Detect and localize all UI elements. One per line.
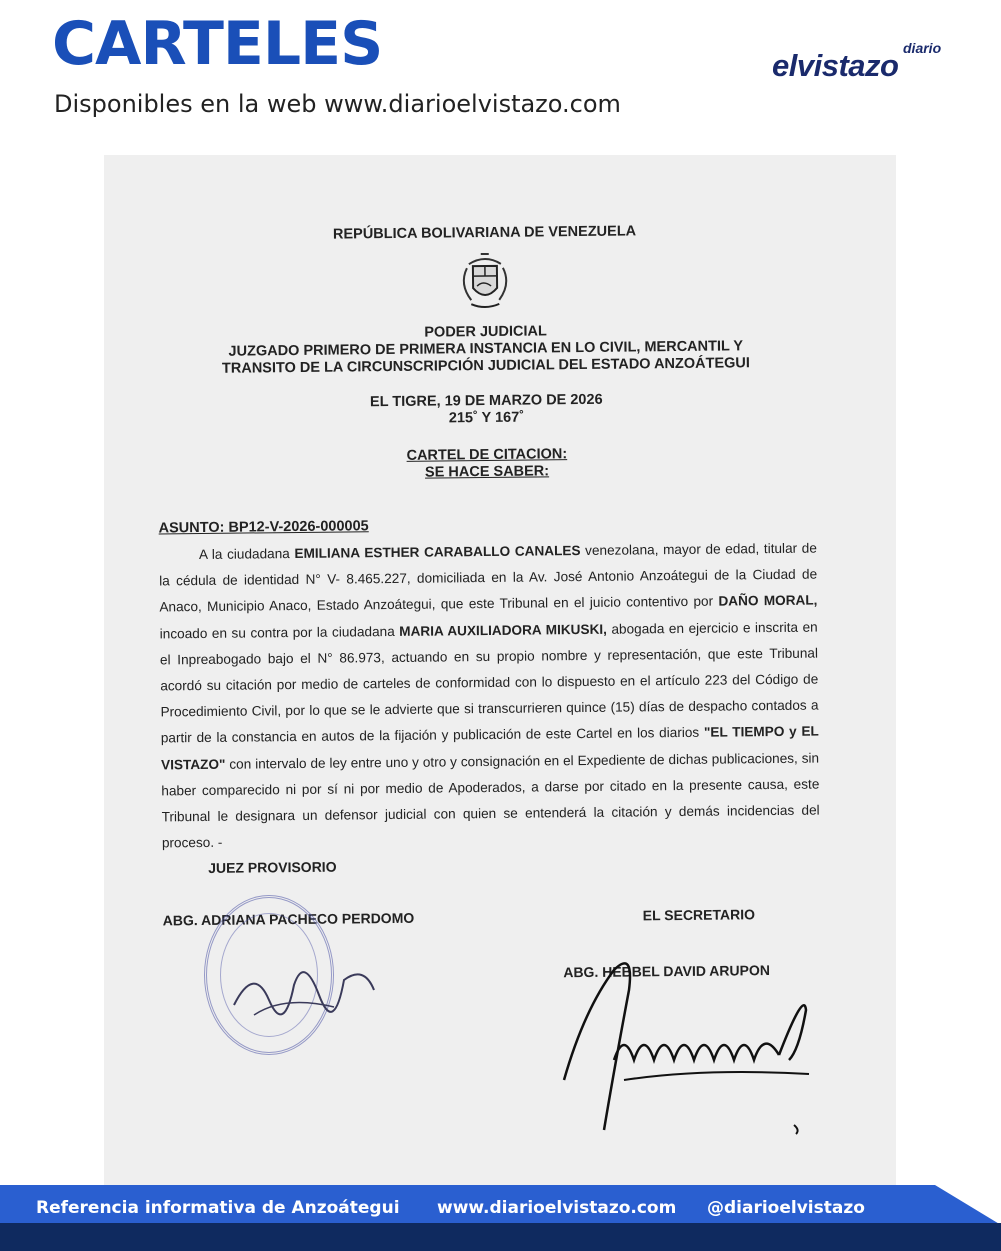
- juez-name: ABG. ADRIANA PACHECO PERDOMO: [162, 910, 415, 929]
- page-title: CARTELES: [52, 9, 383, 79]
- doc-date: EL TIGRE, 19 DE MARZO DE 2026: [369, 391, 603, 411]
- doc-years: 215˚ Y 167˚: [448, 409, 525, 427]
- coat-of-arms-icon: [451, 250, 520, 315]
- scanned-document: [104, 155, 896, 1185]
- secretario-name: ABG. HEBBEL DAVID ARUPON: [563, 962, 771, 981]
- footer-website-link[interactable]: www.diarioelvistazo.com: [437, 1198, 677, 1218]
- doc-cartel-title: CARTEL DE CITACION:: [406, 446, 568, 464]
- doc-asunto: ASUNTO: BP12-V-2026-000005: [158, 518, 369, 537]
- page-subtitle: Disponibles en la web www.diarioelvistazo.com: [54, 90, 621, 118]
- secretary-signature: [544, 950, 834, 1150]
- doc-republica: REPÚBLICA BOLIVARIANA DE VENEZUELA: [332, 223, 637, 243]
- brand-logo: elvistazo: [772, 48, 899, 83]
- footer-tagline: Referencia informativa de Anzoátegui: [36, 1198, 400, 1218]
- judge-signature: [224, 945, 384, 1035]
- doc-juzgado-line2: TRANSITO DE LA CIRCUNSCRIPCIÓN JUDICIAL DEL ESTADO ANZOÁTEGUI: [221, 355, 750, 377]
- secretario-label: EL SECRETARIO: [642, 906, 756, 924]
- juez-label: JUEZ PROVISORIO: [208, 859, 337, 877]
- doc-se-hace-saber: SE HACE SABER:: [424, 463, 550, 481]
- brand-logo-small: diario: [903, 40, 942, 56]
- footer-social-handle[interactable]: @diarioelvistazo: [707, 1198, 865, 1218]
- doc-body: A la ciudadana EMILIANA ESTHER CARABALLO CANALES venezolana, mayor de edad, titular de la cédula de identidad N° V- 8.465.227, domiciliada en la Av. José Antonio Anzoátegui de la Ciudad de Anaco, Municipio Anaco, Estado Anzoátegui, que este Tribunal en el juicio contentivo por DAÑO MORAL, incoado en su contra por la ciudadana MARIA AUXILIADORA MIKUSKI, abogada en ejercicio e inscrita en el Inpreabogado bajo el N° 86.973, actuando en su propio nombre y representación, que este Tribunal acordó su citación por medio de carteles de conformidad con lo dispuesto en el artículo 223 del Código de Procedimiento Civil, por lo que se le advierte que si transcurrieren quince (15) días de despacho contados a partir de la constancia en autos de la fijación y publicación de este Cartel en los diarios "EL TIEMPO y EL VISTAZO" con intervalo de ley entre uno y otro y consignación en el Expediente de dichas publicaciones, sin haber comparecido ni por sí ni por medio de Apoderados, a darse por citado en la presente causa, este Tribunal le designara un defensor judicial con quien se entenderá la citación y demás incidencias del proceso. -: [159, 540, 820, 851]
- doc-poder-judicial: PODER JUDICIAL: [424, 323, 547, 341]
- footer-band: [0, 1185, 1001, 1251]
- doc-juzgado-line1: JUZGADO PRIMERO DE PRIMERA INSTANCIA EN LO CIVIL, MERCANTIL Y: [228, 338, 744, 360]
